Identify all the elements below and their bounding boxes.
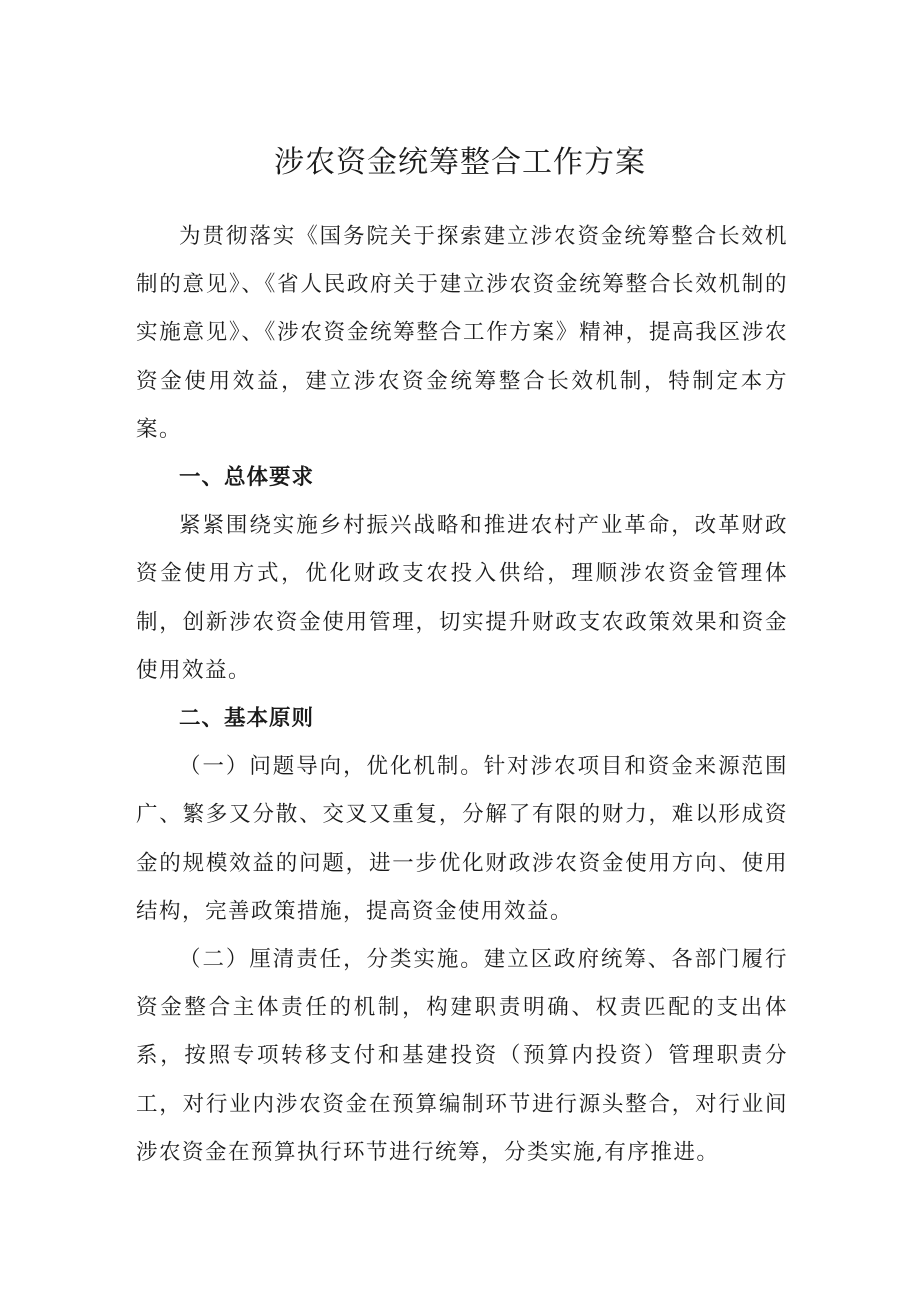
document-title: 涉农资金统筹整合工作方案 xyxy=(274,145,646,180)
section-paragraph: （二）厘清责任，分类实施。建立区政府统筹、各部门履行资金整合主体责任的机制，构建职责明确、权责匹配的支出体系，按照专项转移支付和基建投资（预算内投资）管理职责分工，对行业内涉农资金在预算编制环节进行源头整合，对行业间涉农资金在预算执行环节进行统筹，分类实施,有序推进。 xyxy=(136,947,788,1165)
section-heading-basic-principles: 二、基本原则 xyxy=(179,706,315,732)
intro-paragraph: 为贯彻落实《国务院关于探索建立涉农资金统筹整合长效机制的意见》、《省人民政府关于建立涉农资金统筹整合长效机制的实施意见》、《涉农资金统筹整合工作方案》精神，提高我区涉农资金使用效益，建立涉农资金统筹整合长效机制，特制定本方案。 xyxy=(136,224,788,442)
document-body xyxy=(136,213,788,1177)
section-heading-overall-requirements: 一、总体要求 xyxy=(179,465,315,491)
section-paragraph: 紧紧围绕实施乡村振兴战略和推进农村产业革命，改革财政资金使用方式，优化财政支农投入供给，理顺涉农资金管理体制，创新涉农资金使用管理，切实提升财政支农政策效果和资金使用效益。 xyxy=(136,513,788,683)
section-paragraph: （一）问题导向，优化机制。针对涉农项目和资金来源范围广、繁多又分散、交叉又重复，分解了有限的财力，难以形成资金的规模效益的问题，进一步优化财政涉农资金使用方向、使用结构，完善政策措施，提高资金使用效益。 xyxy=(136,754,788,924)
